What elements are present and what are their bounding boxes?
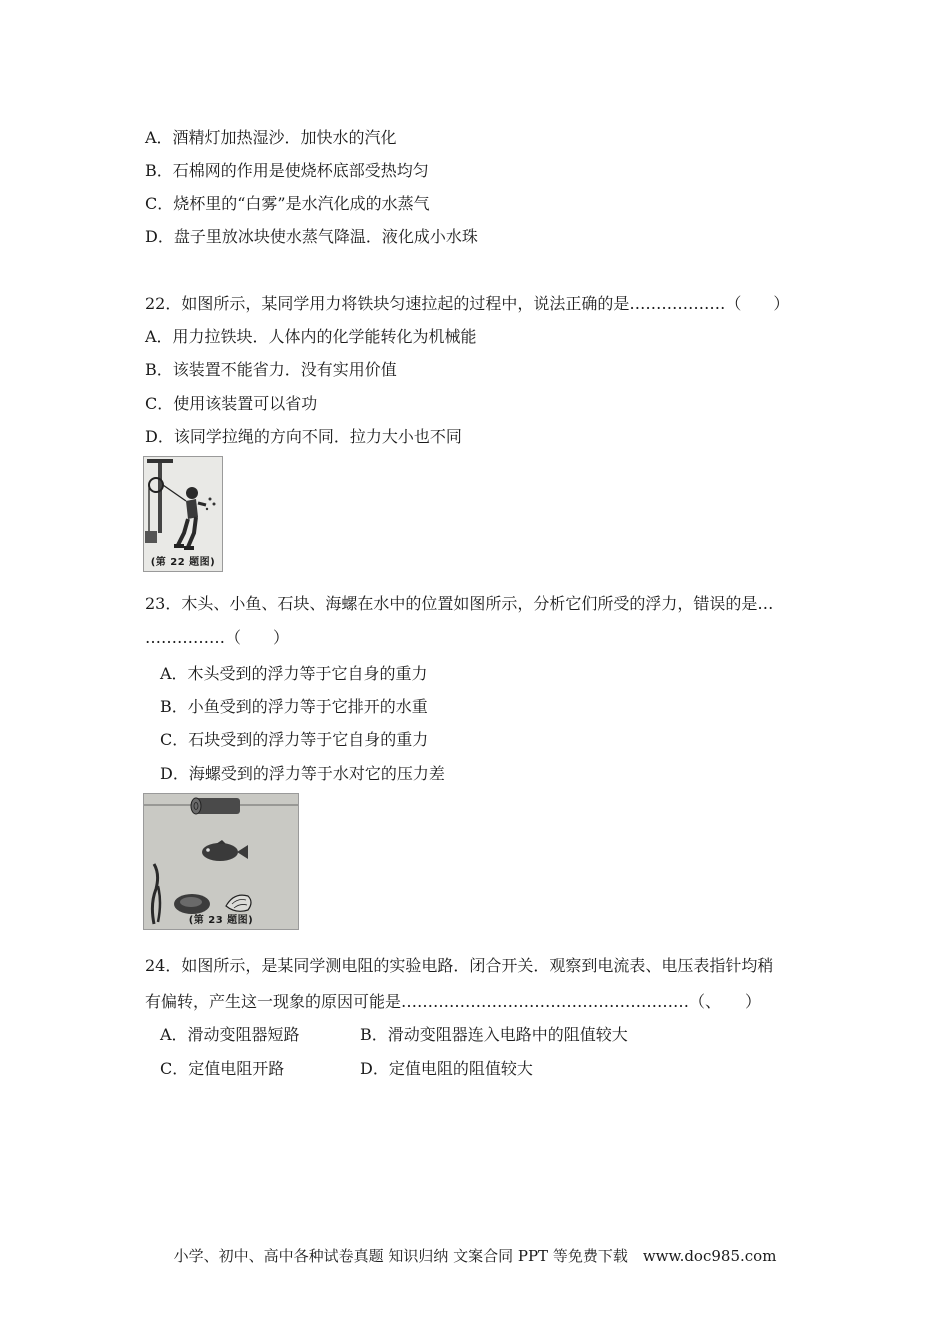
q23-stem-line2: ……………（ ）: [145, 628, 290, 647]
q24-option-c: C．定值电阻开路: [160, 1059, 285, 1078]
q22-stem: 22．如图所示，某同学用力将铁块匀速拉起的过程中，说法正确的是………………（ ）: [145, 294, 790, 313]
q23-option-b: B．小鱼受到的浮力等于它排开的水重: [160, 697, 428, 716]
q22-figure-caption: (第 22 题图): [150, 557, 216, 568]
pulley-illustration: [144, 457, 222, 571]
q21-option-b: B．石棉网的作用是使烧杯底部受热均匀: [145, 161, 429, 180]
q22-option-a: A．用力拉铁块．人体内的化学能转化为机械能: [145, 327, 477, 346]
q24-option-a: A．滑动变阻器短路: [160, 1025, 300, 1044]
q23-option-d: D．海螺受到的浮力等于水对它的压力差: [160, 764, 445, 783]
q23-figure: [143, 793, 299, 930]
q24-option-b: B．滑动变阻器连入电路中的阻值较大: [360, 1025, 628, 1044]
q21-option-d: D．盘子里放冰块使水蒸气降温．液化成小水珠: [145, 227, 478, 246]
q22-figure: [143, 456, 223, 572]
q21-option-a: A．酒精灯加热湿沙．加快水的汽化: [145, 128, 397, 147]
q24-option-d: D．定值电阻的阻值较大: [360, 1059, 533, 1078]
q22-option-d: D．该同学拉绳的方向不同．拉力大小也不同: [145, 427, 462, 446]
q23-option-c: C．石块受到的浮力等于它自身的重力: [160, 730, 429, 749]
q21-option-c: C．烧杯里的“白雾”是水汽化成的水蒸气: [145, 194, 430, 213]
q22-option-b: B．该装置不能省力．没有实用价值: [145, 360, 397, 379]
underwater-illustration: [144, 794, 298, 929]
q22-option-c: C．使用该装置可以省功: [145, 394, 318, 413]
q24-stem-line1: 24．如图所示，是某同学测电阻的实验电路．闭合开关．观察到电流表、电压表指针均稍: [145, 956, 774, 975]
page-footer: 小学、初中、高中各种试卷真题 知识归纳 文案合同 PPT 等免费下载 www.doc985.com: [173, 1247, 777, 1265]
q23-option-a: A．木头受到的浮力等于它自身的重力: [160, 664, 428, 683]
q23-figure-caption: (第 23 题图): [188, 915, 254, 926]
q24-stem-line2: 有偏转，产生这一现象的原因可能是………………………………………………（、 ）: [145, 992, 762, 1011]
q23-stem-line1: 23．木头、小鱼、石块、海螺在水中的位置如图所示，分析它们所受的浮力，错误的是…: [145, 594, 774, 613]
